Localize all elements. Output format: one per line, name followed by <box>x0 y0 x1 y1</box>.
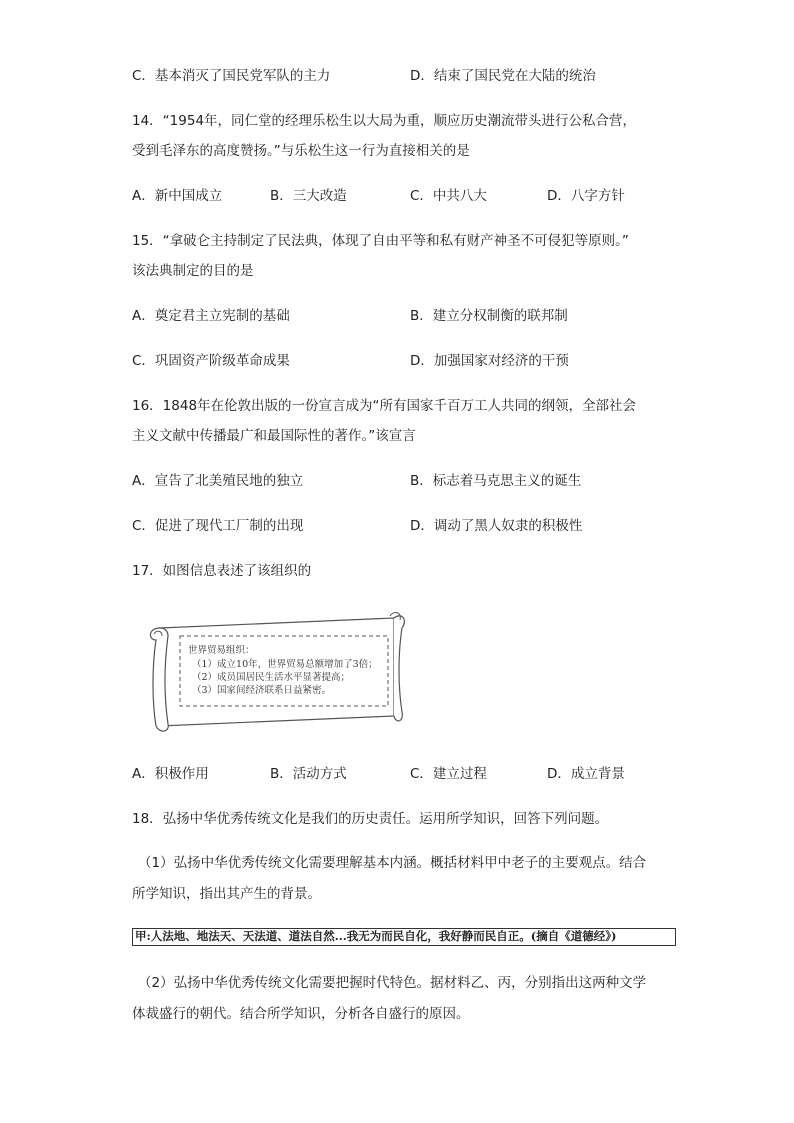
q18-stem: 18．弘扬中华优秀传统文化是我们的历史责任。运用所学知识，回答下列问题。 <box>132 811 609 827</box>
q17-option-a: A．积极作用 <box>132 766 209 782</box>
q17-stem: 17．如图信息表述了该组织的 <box>132 563 312 579</box>
q14-stem-line2: 受到毛泽东的高度赞扬。”与乐松生这一行为直接相关的是 <box>132 143 470 159</box>
q14-option-d: D．八字方针 <box>547 188 625 204</box>
q15-option-c: C．巩固资产阶级革命成果 <box>132 353 290 369</box>
q18-sub1-line2: 所学知识，指出其产生的背景。 <box>132 886 321 902</box>
q15-option-a: A．奠定君主立宪制的基础 <box>132 308 290 324</box>
q15-option-b: B．建立分权制衡的联邦制 <box>410 308 568 324</box>
q14-option-a: A．新中国成立 <box>132 188 223 204</box>
wto-scroll-figure <box>146 606 408 734</box>
q13-option-c: C．基本消灭了国民党军队的主力 <box>132 68 331 84</box>
q14-option-c: C．中共八大 <box>410 188 487 204</box>
scroll-item-1: （1）成立10年，世界贸易总额增加了3倍； <box>192 659 378 670</box>
q13-option-d: D．结束了国民党在大陆的统治 <box>410 68 596 84</box>
q16-option-d: D．调动了黑人奴隶的积极性 <box>410 518 583 534</box>
q18-sub2-line1: （2）弘扬中华优秀传统文化需要把握时代特色。据材料乙、丙，分别指出这两种文学 <box>138 975 647 991</box>
q18-sub2-line2: 体裁盛行的朝代。结合所学知识，分析各自盛行的原因。 <box>132 1006 470 1022</box>
q15-stem-line2: 该法典制定的目的是 <box>132 263 254 279</box>
q14-option-b: B．三大改造 <box>270 188 347 204</box>
scroll-item-2: （2）成员国居民生活水平显著提高； <box>192 672 351 683</box>
q16-stem-line2: 主义文献中传播最广和最国际性的著作。”该宣言 <box>132 428 416 444</box>
q16-option-b: B．标志着马克思主义的诞生 <box>410 473 582 489</box>
q16-stem-line1: 16．1848年在伦敦出版的一份宣言成为“所有国家千百万工人共同的纲领，全部社会 <box>132 398 637 414</box>
scroll-title: 世界贸易组织： <box>188 645 255 656</box>
q15-option-d: D．加强国家对经济的干预 <box>410 353 569 369</box>
material-jia-quote: 甲:人法地、地法天、天法道、道法自然...我无为而民自化，我好静而民自正。(摘自《道德经》) <box>132 928 676 946</box>
q14-stem-line1: 14．“1954年，同仁堂的经理乐松生以大局为重，顺应历史潮流带头进行公私合营， <box>132 113 637 129</box>
q17-option-d: D．成立背景 <box>547 766 625 782</box>
q16-option-c: C．促进了现代工厂制的出现 <box>132 518 304 534</box>
q16-option-a: A．宣告了北美殖民地的独立 <box>132 473 304 489</box>
q17-option-c: C．建立过程 <box>410 766 487 782</box>
q17-option-b: B．活动方式 <box>270 766 347 782</box>
q15-stem-line1: 15．“拿破仑主持制定了民法典，体现了自由平等和私有财产神圣不可侵犯等原则。” <box>132 233 629 249</box>
scroll-item-3: （3）国家间经济联系日益紧密。 <box>192 685 332 696</box>
q18-sub1-line1: （1）弘扬中华优秀传统文化需要理解基本内涵。概括材料甲中老子的主要观点。结合 <box>138 855 647 871</box>
